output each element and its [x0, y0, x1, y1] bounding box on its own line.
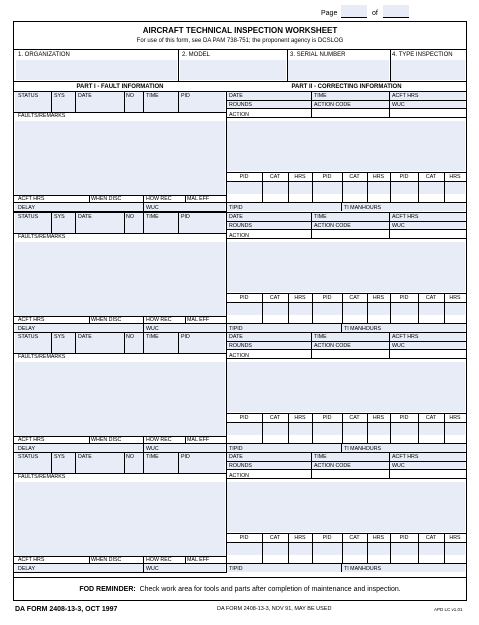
action-label-2: ACTION — [229, 233, 250, 239]
acft-hrs-label-2: ACFT HRS — [18, 317, 45, 323]
no-label-1: NO — [126, 93, 134, 99]
page-total-field[interactable] — [383, 5, 409, 18]
cat-col-label-2-2: CAT — [269, 295, 281, 301]
correction-wuc-label-1: WUC — [392, 102, 405, 108]
faults-remarks-field-1[interactable] — [15, 121, 225, 195]
correction-date-label-4: DATE — [229, 454, 243, 460]
no-label-2: NO — [126, 214, 134, 220]
status-label-3: STATUS — [18, 334, 39, 340]
page-number-field[interactable] — [341, 5, 367, 18]
rounds-label-1: ROUNDS — [229, 102, 252, 108]
correction-wuc-label-4: WUC — [392, 463, 405, 469]
correction-date-label-3: DATE — [229, 334, 243, 340]
correction-time-label-4: TIME — [314, 454, 327, 460]
faults-remarks-label-2: FAULTS/REMARKS — [18, 234, 66, 240]
when-disc-label-4: WHEN DISC — [91, 557, 122, 563]
status-label-1: STATUS — [18, 93, 39, 99]
correction-acft-hrs-label-4: ACFT HRS — [392, 454, 419, 460]
tipid-label-1: TIPID — [229, 205, 243, 211]
no-label-3: NO — [126, 334, 134, 340]
how-rec-label-4: HOW REC — [146, 557, 172, 563]
acft-hrs-label-4: ACFT HRS — [18, 557, 45, 563]
cat-col-label-2-5: CAT — [349, 295, 360, 301]
ti-manhours-label-2: TI MANHOURS — [344, 326, 382, 332]
fault-header-field-3[interactable] — [15, 333, 225, 353]
cat-col-label-2-8: CAT — [425, 295, 437, 301]
how-rec-label-3: HOW REC — [146, 437, 172, 443]
when-disc-label-2: WHEN DISC — [91, 317, 122, 323]
cat-col-label-1-5: CAT — [349, 174, 360, 180]
delay-label-1: DELAY — [18, 205, 35, 211]
hrs-col-label-2-6: HRS — [372, 295, 385, 301]
type-inspection-field[interactable] — [391, 60, 465, 80]
rounds-label-3: ROUNDS — [229, 343, 252, 349]
pid-col-label-1-1: PID — [239, 174, 249, 180]
faults-remarks-field-2[interactable] — [15, 242, 225, 316]
part-one-heading: PART I - FAULT INFORMATION — [76, 84, 164, 90]
fault-wuc-label-3: WUC — [146, 446, 159, 452]
cat-col-label-1-8: CAT — [425, 174, 437, 180]
action-field-3[interactable] — [227, 362, 465, 412]
cat-col-label-3-2: CAT — [269, 415, 281, 421]
mal-eff-label-2: MAL EFF — [187, 317, 210, 323]
faults-remarks-label-1: FAULTS/REMARKS — [18, 113, 66, 119]
mal-eff-label-1: MAL EFF — [187, 196, 210, 202]
hrs-col-label-4-6: HRS — [372, 535, 385, 541]
acft-hrs-label-1: ACFT HRS — [18, 196, 45, 202]
edition-notice: DA FORM 2408-13-3, NOV 91, MAY BE USED — [217, 606, 332, 612]
hrs-col-label-3-3: HRS — [294, 415, 306, 421]
correction-acft-hrs-label-2: ACFT HRS — [392, 214, 419, 220]
fault-time-label-3: TIME — [146, 334, 159, 340]
cat-col-label-3-5: CAT — [349, 415, 360, 421]
hrs-col-label-1-6: HRS — [372, 174, 385, 180]
pid-col-label-3-1: PID — [239, 415, 249, 421]
faults-remarks-label-3: FAULTS/REMARKS — [18, 354, 66, 360]
correction-date-label-1: DATE — [229, 93, 243, 99]
action-code-label-3: ACTION CODE — [314, 343, 351, 349]
hrs-col-label-3-9: HRS — [449, 415, 461, 421]
form-title: AIRCRAFT TECHNICAL INSPECTION WORKSHEET — [142, 26, 338, 35]
mal-eff-label-4: MAL EFF — [187, 557, 210, 563]
ti-manhours-label-1: TI MANHOURS — [344, 205, 382, 211]
delay-label-2: DELAY — [18, 326, 35, 332]
pid-col-label-2-4: PID — [322, 295, 332, 301]
action-field-1[interactable] — [227, 121, 465, 171]
action-field-2[interactable] — [227, 242, 465, 292]
hrs-col-label-3-6: HRS — [372, 415, 385, 421]
fault-pid-label-1: PID — [181, 93, 190, 99]
version-label: APD LC v1.01 — [434, 607, 463, 612]
fault-date-label-4: DATE — [78, 454, 92, 460]
pid-col-label-4-7: PID — [399, 535, 409, 541]
faults-remarks-field-4[interactable] — [15, 482, 225, 556]
fault-date-label-1: DATE — [78, 93, 92, 99]
hrs-col-label-4-9: HRS — [449, 535, 461, 541]
hrs-col-label-2-3: HRS — [294, 295, 306, 301]
mal-eff-label-3: MAL EFF — [187, 437, 210, 443]
ti-manhours-label-3: TI MANHOURS — [344, 446, 382, 452]
tipid-label-4: TIPID — [229, 566, 243, 572]
fault-pid-label-4: PID — [181, 454, 190, 460]
no-label-4: NO — [126, 454, 134, 460]
fault-pid-label-3: PID — [181, 334, 190, 340]
cat-col-label-3-8: CAT — [425, 415, 437, 421]
pid-col-label-2-1: PID — [239, 295, 249, 301]
action-label-4: ACTION — [229, 473, 250, 479]
fault-date-label-2: DATE — [78, 214, 92, 220]
correction-wuc-label-2: WUC — [392, 223, 405, 229]
pid-col-label-4-4: PID — [322, 535, 332, 541]
acft-hrs-field-4[interactable] — [15, 563, 225, 572]
correction-time-label-1: TIME — [314, 93, 327, 99]
correction-time-label-2: TIME — [314, 214, 327, 220]
correction-acft-hrs-label-1: ACFT HRS — [392, 93, 419, 99]
fault-wuc-label-1: WUC — [146, 205, 159, 211]
action-code-label-1: ACTION CODE — [314, 102, 351, 108]
pid-col-label-4-1: PID — [239, 535, 249, 541]
serial-number-field[interactable] — [288, 60, 389, 80]
fault-pid-label-2: PID — [181, 214, 190, 220]
tipid-label-3: TIPID — [229, 446, 243, 452]
page-of-label: of — [372, 10, 378, 17]
sys-label-4: SYS — [54, 454, 65, 460]
fault-time-label-1: TIME — [146, 93, 159, 99]
model-field[interactable] — [180, 60, 286, 80]
status-label-4: STATUS — [18, 454, 39, 460]
acft-hrs-label-3: ACFT HRS — [18, 437, 45, 443]
fault-header-field-2[interactable] — [15, 213, 225, 233]
part-two-heading: PART II - CORRECTING INFORMATION — [291, 84, 402, 90]
fod-reminder-text: Check work area for tools and parts after completion of maintenance and inspection. — [139, 586, 401, 593]
fault-header-field-4[interactable] — [15, 453, 225, 473]
pid-col-label-3-7: PID — [399, 415, 409, 421]
fod-reminder-title: FOD REMINDER: — [79, 586, 136, 593]
organization-label: 1. ORGANIZATION — [18, 52, 70, 58]
pid-col-label-1-4: PID — [322, 174, 332, 180]
how-rec-label-2: HOW REC — [146, 317, 172, 323]
form-number: DA FORM 2408-13-3, OCT 1997 — [15, 606, 118, 613]
delay-label-4: DELAY — [18, 566, 35, 572]
form-subtitle: For use of this form, see DA PAM 738-751; the proponent agency is DCSLOG — [136, 38, 344, 44]
delay-label-3: DELAY — [18, 446, 35, 452]
fault-wuc-label-2: WUC — [146, 326, 159, 332]
tipid-label-2: TIPID — [229, 326, 243, 332]
acft-hrs-field-1[interactable] — [15, 202, 225, 211]
correction-wuc-label-3: WUC — [392, 343, 405, 349]
correction-acft-hrs-label-3: ACFT HRS — [392, 334, 419, 340]
faults-remarks-label-4: FAULTS/REMARKS — [18, 474, 66, 480]
acft-hrs-field-3[interactable] — [15, 443, 225, 452]
pid-col-label-3-4: PID — [322, 415, 332, 421]
hrs-col-label-4-3: HRS — [294, 535, 306, 541]
cat-col-label-1-2: CAT — [269, 174, 281, 180]
rounds-label-4: ROUNDS — [229, 463, 252, 469]
how-rec-label-1: HOW REC — [146, 196, 172, 202]
fod-reminder — [14, 586, 466, 594]
organization-field[interactable] — [16, 60, 177, 80]
correction-date-label-2: DATE — [229, 214, 243, 220]
pid-col-label-1-7: PID — [399, 174, 409, 180]
hrs-col-label-1-9: HRS — [449, 174, 461, 180]
type-inspection-label: 4. TYPE INSPECTION — [392, 52, 453, 58]
fault-wuc-label-4: WUC — [146, 566, 159, 572]
fault-date-label-3: DATE — [78, 334, 92, 340]
faults-remarks-field-3[interactable] — [15, 362, 225, 436]
action-label-1: ACTION — [229, 112, 250, 118]
hrs-col-label-1-3: HRS — [294, 174, 306, 180]
action-code-label-4: ACTION CODE — [314, 463, 351, 469]
page-label: Page — [321, 10, 338, 17]
status-label-2: STATUS — [18, 214, 39, 220]
sys-label-2: SYS — [54, 214, 65, 220]
fault-time-label-2: TIME — [146, 214, 159, 220]
cat-col-label-4-2: CAT — [269, 535, 281, 541]
fault-header-field-1[interactable] — [15, 92, 225, 112]
cat-col-label-4-5: CAT — [349, 535, 360, 541]
action-field-4[interactable] — [227, 482, 465, 532]
when-disc-label-3: WHEN DISC — [91, 437, 122, 443]
correction-time-label-3: TIME — [314, 334, 327, 340]
serial-number-label: 3. SERIAL NUMBER — [290, 52, 346, 58]
acft-hrs-field-2[interactable] — [15, 323, 225, 332]
fault-time-label-4: TIME — [146, 454, 159, 460]
sys-label-1: SYS — [54, 93, 65, 99]
rounds-label-2: ROUNDS — [229, 223, 252, 229]
action-label-3: ACTION — [229, 353, 250, 359]
pid-col-label-2-7: PID — [399, 295, 409, 301]
when-disc-label-1: WHEN DISC — [91, 196, 122, 202]
sys-label-3: SYS — [54, 334, 65, 340]
model-label: 2. MODEL — [182, 52, 211, 58]
action-code-label-2: ACTION CODE — [314, 223, 351, 229]
hrs-col-label-2-9: HRS — [449, 295, 461, 301]
cat-col-label-4-8: CAT — [425, 535, 437, 541]
ti-manhours-label-4: TI MANHOURS — [344, 566, 382, 572]
